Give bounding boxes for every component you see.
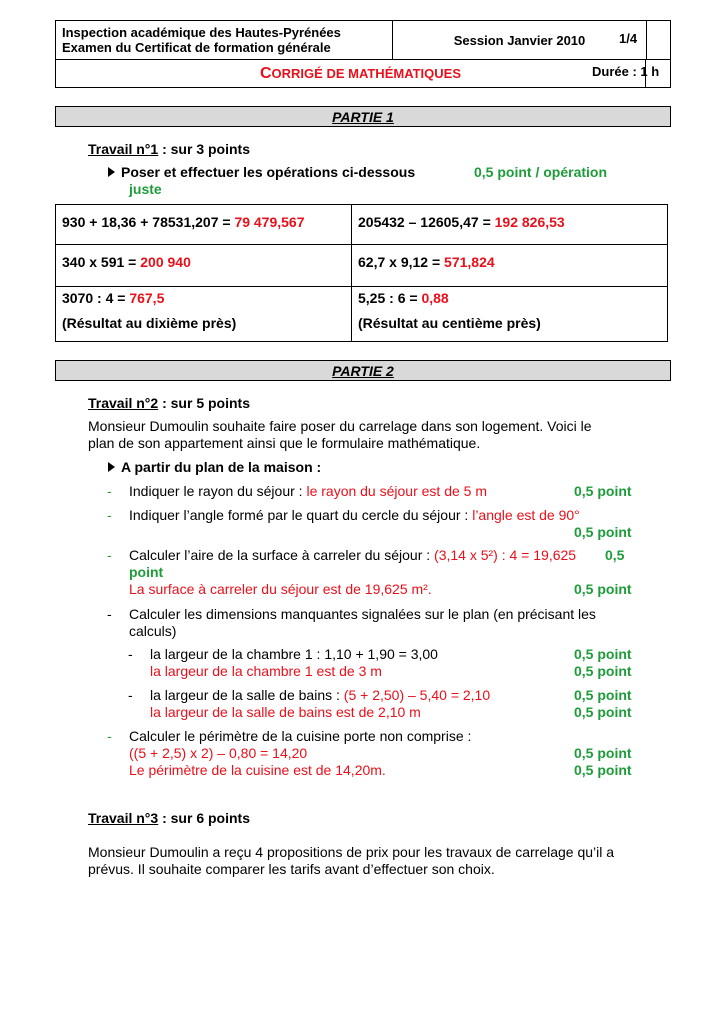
dash-bullet: - (107, 547, 112, 563)
op-expression: 930 + 18,36 + 78531,207 = (62, 214, 235, 230)
travail-1-heading (88, 141, 250, 158)
scoring-rule: 0,5 point / opération (474, 164, 608, 180)
travail-2-heading (88, 395, 250, 412)
title-initial: C (259, 64, 272, 82)
duration: Durée : 1 h (592, 64, 660, 79)
op-result: 571,824 (444, 254, 495, 270)
arrow-bullet-icon (108, 462, 115, 472)
op-expression: 62,7 x 9,12 = (358, 254, 445, 270)
op-result: 0,88 (421, 290, 449, 306)
op-expression: 340 x 591 = (62, 254, 141, 270)
op-cell-2 (352, 214, 565, 231)
op-result: 79 479,567 (234, 214, 305, 230)
q3-answer: La surface à carreler du séjour est de 19,625 m². (129, 581, 432, 597)
q4b-points-2: 0,5 point (574, 704, 632, 720)
dash-bullet: - (128, 687, 133, 703)
dash-bullet: - (107, 728, 112, 744)
header-row-2 (56, 59, 670, 88)
title-rest: ORRIGÉ DE MATHÉMATIQUES (271, 66, 462, 81)
table-divider (56, 286, 667, 287)
q3-calc: (3,14 x 5²) : 4 = 19,625 (434, 547, 577, 563)
dash-bullet: - (107, 483, 112, 499)
q3-points-b: point (129, 564, 164, 580)
travail-3-label: Travail n°3 (88, 810, 159, 826)
travail-1-points: : sur 3 points (158, 141, 250, 157)
op-cell-3 (56, 254, 191, 271)
instruction-text: Poser et effectuer les opérations ci-dessous (121, 164, 416, 180)
org-line-1: Inspection académique des Hautes-Pyrénées (62, 25, 341, 40)
q3-text: Calculer l’aire de la surface à carreler du séjour : (129, 547, 435, 563)
document-title (56, 59, 646, 88)
header-organization (56, 21, 393, 59)
q2-line (129, 507, 580, 524)
header-row-1 (56, 21, 670, 60)
travail-3-text-2: prévus. Il souhaite comparer les tarifs avant d’effectuer son choix. (88, 861, 495, 877)
travail-2-points: : sur 5 points (158, 395, 250, 411)
plan-heading (108, 459, 321, 476)
q2-text: Indiquer l’angle formé par le quart du cercle du séjour : (129, 507, 473, 523)
q5-answer: Le périmètre de la cuisine est de 14,20m. (129, 762, 386, 778)
q4-text-1: Calculer les dimensions manquantes signalées sur le plan (en précisant les (129, 606, 596, 622)
header-page-cell (646, 21, 672, 59)
org-line-2: Examen du Certificat de formation générale (62, 40, 331, 55)
scoring-rule-cont: juste (129, 181, 162, 197)
instruction-line (108, 164, 415, 181)
q1-answer: le rayon du séjour est de 5 m (306, 483, 487, 499)
q5-points: 0,5 point (574, 745, 632, 761)
q4b-points: 0,5 point (574, 687, 632, 703)
op-precision-note: (Résultat au dixième près) (62, 315, 237, 331)
q5-calc: ((5 + 2,5) x 2) – 0,80 = 14,20 (129, 745, 308, 761)
travail-3-text-1: Monsieur Dumoulin a reçu 4 propositions de prix pour les travaux de carrelage qu’il a (88, 844, 615, 860)
dash-bullet: - (128, 646, 133, 662)
operations-table (55, 204, 668, 342)
q2-answer: l’angle est de 90° (472, 507, 580, 523)
q2-points: 0,5 point (574, 524, 632, 540)
op-result: 200 940 (140, 254, 191, 270)
q4b-calc: (5 + 2,50) – 5,40 = 2,10 (343, 687, 491, 703)
q4b-text: la largeur de la salle de bains : (150, 687, 344, 703)
op-cell-4 (352, 254, 495, 271)
dash-bullet: - (107, 606, 112, 622)
op-cell-5 (56, 290, 236, 332)
arrow-bullet-icon (108, 167, 115, 177)
q3-points-2: 0,5 point (574, 581, 632, 597)
q4b-answer: la largeur de la salle de bains est de 2,10 m (150, 704, 421, 720)
op-expression: 205432 – 12605,47 = (358, 214, 495, 230)
q4a-text: la largeur de la chambre 1 : 1,10 + 1,90 = 3,00 (150, 646, 438, 662)
q5-points-2: 0,5 point (574, 762, 632, 778)
partie-1-banner: PARTIE 1 (55, 106, 671, 127)
intro-line-2: plan de son appartement ainsi que le formulaire mathématique. (88, 435, 481, 451)
op-cell-6 (352, 290, 541, 332)
travail-1-label: Travail n°1 (88, 141, 159, 157)
travail-3-heading (88, 810, 250, 827)
dash-bullet: - (107, 507, 112, 523)
travail-3-points: : sur 6 points (158, 810, 250, 826)
intro-line-1: Monsieur Dumoulin souhaite faire poser du carrelage dans son logement. Voici le (88, 418, 592, 434)
page-number: 1/4 (619, 31, 638, 46)
table-divider (56, 244, 667, 245)
q1-text: Indiquer le rayon du séjour : (129, 483, 307, 499)
q4-text-2: calculs) (129, 623, 177, 639)
op-cell-1 (56, 214, 305, 231)
travail-2-label: Travail n°2 (88, 395, 159, 411)
partie-2-banner: PARTIE 2 (55, 360, 671, 381)
op-precision-note: (Résultat au centième près) (358, 315, 541, 331)
q3-line (129, 547, 576, 564)
q4a-answer: la largeur de la chambre 1 est de 3 m (150, 663, 382, 679)
q1-line (129, 483, 487, 500)
op-expression: 3070 : 4 = (62, 290, 130, 306)
q3-points-a: 0,5 (605, 547, 625, 563)
header-session: Session Janvier 2010 (393, 21, 647, 59)
q1-points: 0,5 point (574, 483, 632, 499)
plan-heading-text: A partir du plan de la maison : (121, 459, 322, 475)
op-result: 767,5 (129, 290, 165, 306)
q4a-points-2: 0,5 point (574, 663, 632, 679)
op-result: 192 826,53 (494, 214, 565, 230)
q4a-points: 0,5 point (574, 646, 632, 662)
header-table (55, 20, 671, 88)
q4b-line (150, 687, 490, 704)
op-expression: 5,25 : 6 = (358, 290, 422, 306)
q5-text: Calculer le périmètre de la cuisine porte non comprise : (129, 728, 472, 744)
